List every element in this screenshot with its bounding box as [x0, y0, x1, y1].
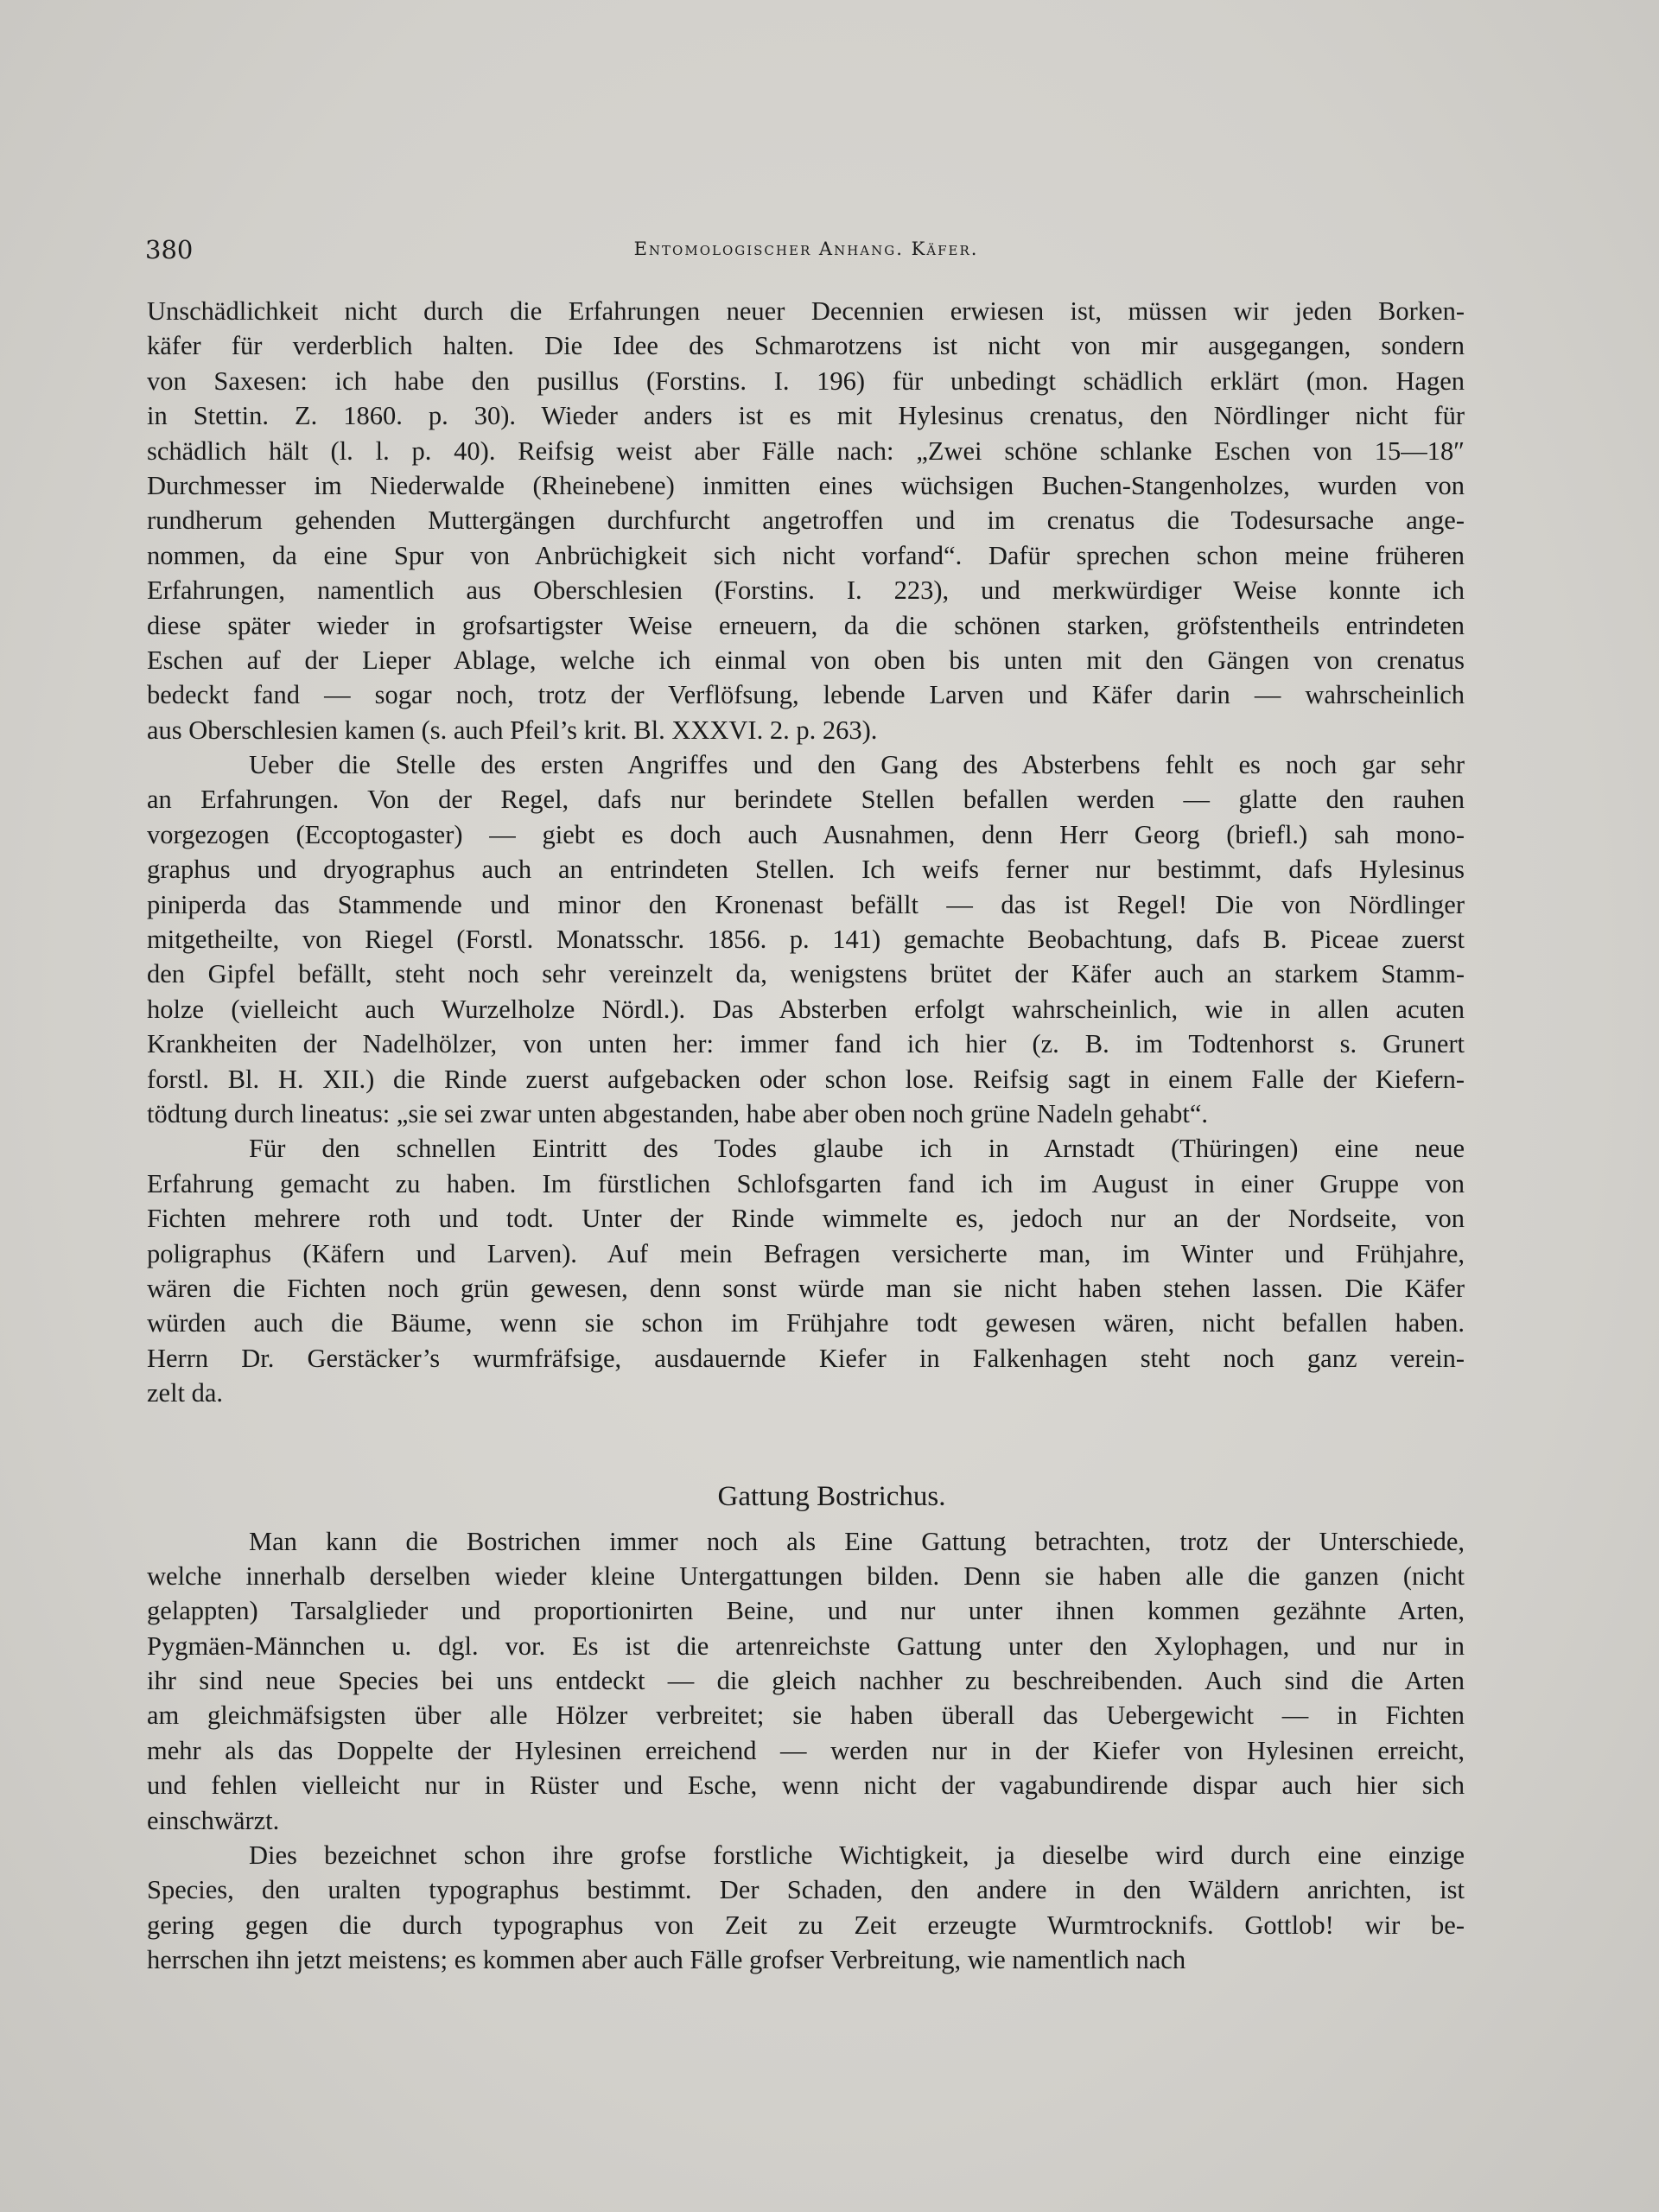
text-line: vorgezogen (Eccoptogaster) — giebt es doch auch Ausnahmen, denn Herr Georg (briefl.) sah mono-: [147, 819, 1465, 849]
text-line: holze (vielleicht auch Wurzelholze Nördl.). Das Absterben erfolgt wahrscheinlich, wie in allen acuten: [147, 994, 1465, 1024]
text-line: welche innerhalb derselben wieder kleine Untergattungen bilden. Denn sie haben alle die ganzen (nicht: [147, 1560, 1465, 1591]
text-line: rundherum gehenden Muttergängen durchfurcht angetroffen und im crenatus die Todesursache ange-: [147, 505, 1465, 536]
text-line: Durchmesser im Niederwalde (Rheinebene) inmitten eines wüchsigen Buchen-Stangenholzes, wurden von: [147, 470, 1465, 500]
text-line: Unschädlichkeit nicht durch die Erfahrungen neuer Decennien erwiesen ist, müssen wir jeden Borken-: [147, 296, 1465, 326]
text-line: Ueber die Stelle des ersten Angriffes und den Gang des Absterbens fehlt es noch gar sehr: [249, 750, 1465, 780]
text-line: am gleichmäfsigsten über alle Hölzer verbreitet; sie haben überall das Uebergewicht — in Fichten: [147, 1700, 1465, 1731]
paragraph: [147, 1524, 1465, 1839]
page-number: 380: [145, 235, 194, 264]
text-line: an Erfahrungen. Von der Regel, dafs nur berindete Stellen befallen werden — glatte den rauhen: [147, 785, 1465, 815]
text-line: wären die Fichten noch grün gewesen, denn sonst würde man sie nicht haben stehen lassen. Die Käfer: [147, 1273, 1465, 1303]
paragraph: [147, 747, 1465, 1131]
text-line: tödtung durch lineatus: „sie sei zwar unten abgestanden, habe aber oben noch grüne Nadeln gehabt“.: [147, 1098, 1209, 1128]
text-block-after-heading: [147, 1524, 1465, 1978]
text-line: Dies bezeichnet schon ihre grofse forstliche Wichtigkeit, ja dieselbe wird durch eine einzige: [249, 1840, 1465, 1871]
text-line: schädlich hält (l. l. p. 40). Reifsig weist aber Fälle nach: „Zwei schöne schlanke Eschen von 15—18″: [147, 435, 1465, 466]
text-line: Pygmäen-Männchen u. dgl. vor. Es ist die artenreichste Gattung unter den Xylophagen, und nur in: [147, 1630, 1465, 1661]
text-line: Erfahrungen, namentlich aus Oberschlesien (Forstins. I. 223), und merkwürdiger Weise konnte ich: [147, 575, 1465, 606]
text-line: mehr als das Doppelte der Hylesinen erreichend — werden nur in der Kiefer von Hylesinen erreicht,: [147, 1735, 1465, 1765]
text-line: piniperda das Stammende und minor den Kronenast befällt — das ist Regel! Die von Nördlinger: [147, 889, 1465, 919]
text-line: nommen, da eine Spur von Anbrüchigkeit sich nicht vorfand“. Dafür sprechen schon meine früheren: [147, 540, 1465, 570]
text-line: einschwärzt.: [147, 1805, 280, 1835]
text-line: bedeckt fand — sogar noch, trotz der Verflöfsung, lebende Larven und Käfer darin — wahrscheinlich: [147, 680, 1465, 710]
text-line: aus Oberschlesien kamen (s. auch Pfeil’s krit. Bl. XXXVI. 2. p. 263).: [147, 715, 878, 745]
text-block-before-heading: [147, 294, 1465, 1411]
text-line: zelt da.: [147, 1378, 224, 1408]
text-line: poligraphus (Käfern und Larven). Auf mein Befragen versicherte man, im Winter und Frühjahre,: [147, 1238, 1465, 1268]
text-line: ihr sind neue Species bei uns entdeckt — die gleich nachher zu beschreibenden. Auch sind die Arten: [147, 1666, 1465, 1696]
text-line: käfer für verderblich halten. Die Idee des Schmarotzens ist nicht von mir ausgegangen, sondern: [147, 331, 1465, 361]
text-line: herrschen ihn jetzt meistens; es kommen aber auch Fälle grofser Verbreitung, wie namentlich nach: [147, 1945, 1186, 1975]
running-head: Entomologischer Anhang. Käfer.: [633, 238, 979, 259]
text-line: und fehlen vielleicht nur in Rüster und Esche, wenn nicht der vagabundirende dispar auch hier sich: [147, 1770, 1465, 1801]
text-line: gering gegen die durch typographus von Zeit zu Zeit erzeugte Wurmtrocknifs. Gottlob! wir be-: [147, 1910, 1465, 1940]
text-line: Fichten mehrere roth und todt. Unter der Rinde wimmelte es, jedoch nur an der Nordseite, von: [147, 1204, 1465, 1234]
paragraph: [147, 294, 1465, 747]
text-line: Erfahrung gemacht zu haben. Im fürstlichen Schlofsgarten fand ich im August in einer Gruppe von: [147, 1168, 1465, 1198]
text-line: Krankheiten der Nadelhölzer, von unten her: immer fand ich hier (z. B. im Todtenhorst s. Grunert: [147, 1029, 1465, 1059]
text-line: Herrn Dr. Gerstäcker’s wurmfräfsige, ausdauernde Kiefer in Falkenhagen steht noch ganz verein-: [147, 1343, 1465, 1373]
paragraph: [147, 1838, 1465, 1978]
text-line: den Gipfel befällt, steht noch sehr vereinzelt da, wenigstens brütet der Käfer auch an starkem Stamm-: [147, 959, 1465, 989]
text-line: Species, den uralten typographus bestimmt. Der Schaden, den andere in den Wäldern anrichten, ist: [147, 1875, 1465, 1905]
text-line: von Saxesen: ich habe den pusillus (Forstins. I. 196) für unbedingt schädlich erklärt (mon. Hagen: [147, 365, 1465, 396]
text-line: Eschen auf der Lieper Ablage, welche ich einmal von oben bis unten mit den Gängen von crenatus: [147, 645, 1465, 675]
text-line: graphus und dryographus auch an entrindeten Stellen. Ich weifs ferner nur bestimmt, dafs Hylesinus: [147, 855, 1465, 885]
text-line: gelappten) Tarsalglieder und proportionirten Beine, und nur unter ihnen kommen gezähnte Arten,: [147, 1596, 1465, 1626]
text-line: forstl. Bl. H. XII.) die Rinde zuerst aufgebacken oder schon lose. Reifsig sagt in einem Falle der Kiefern-: [147, 1064, 1465, 1094]
page-header: [145, 233, 1467, 276]
text-line: Für den schnellen Eintritt des Todes glaube ich in Arnstadt (Thüringen) eine neue: [249, 1134, 1465, 1164]
body-text: [147, 294, 1465, 1978]
section-heading: Gattung Bostrichus.: [717, 1480, 946, 1512]
text-line: Man kann die Bostrichen immer noch als Eine Gattung betrachten, trotz der Unterschiede,: [249, 1526, 1465, 1556]
paragraph: [147, 1131, 1465, 1410]
text-line: in Stettin. Z. 1860. p. 30). Wieder anders ist es mit Hylesinus crenatus, den Nördlinger nicht für: [147, 401, 1465, 431]
text-line: diese später wieder in grofsartigster Weise erneuern, da die schönen starken, gröfstentheils entrindeten: [147, 610, 1465, 640]
text-line: würden auch die Bäume, wenn sie schon im Frühjahre todt gewesen wären, nicht befallen haben.: [147, 1308, 1465, 1338]
spacer: [147, 1411, 1465, 1469]
text-line: mitgetheilte, von Riegel (Forstl. Monatsschr. 1856. p. 141) gemachte Beobachtung, dafs B. Piceae zuerst: [147, 925, 1465, 955]
